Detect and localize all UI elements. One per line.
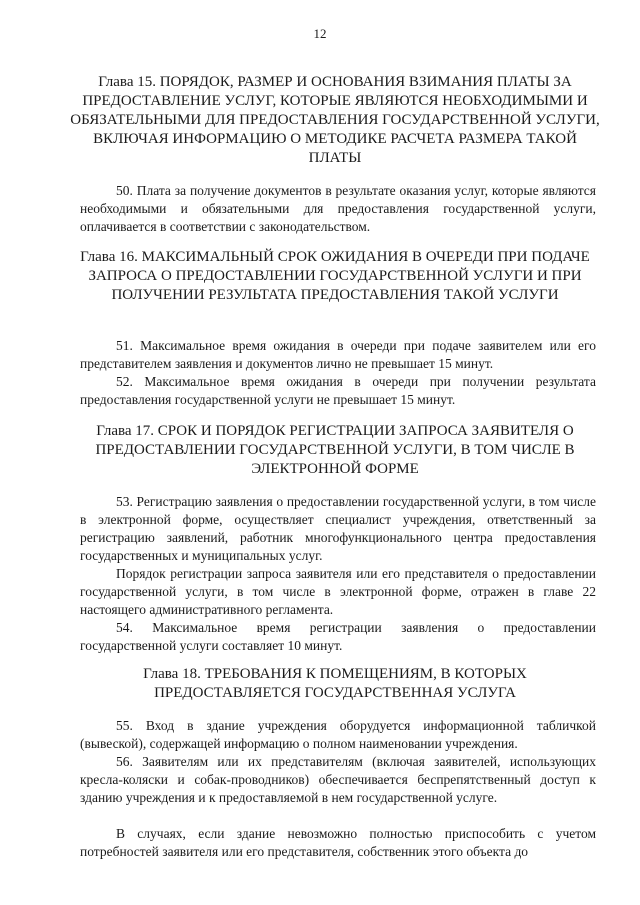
chapter-16-heading: Глава 16. МАКСИМАЛЬНЫЙ СРОК ОЖИДАНИЯ В ОЧЕРЕДИ ПРИ ПОДАЧЕ ЗАПРОСА О ПРЕДОСТАВЛЕНИИ ГОСУДАРСТВЕННОЙ УСЛУГИ И ПРИ ПОЛУЧЕНИИ РЕЗУЛЬТАТА ПРЕДОСТАВЛЕНИЯ ТАКОЙ УСЛУГИ xyxy=(80,249,590,303)
paragraph-56: 56. Заявителям или их представителям (включая заявителей, использующих кресла-коляски и собак-проводников) обеспечивается беспрепятственный доступ к зданию учреждения и к предоставляемой в нем государственной услуге. xyxy=(80,754,596,805)
paragraph-52: 52. Максимальное время ожидания в очереди при получении результата предоставления государственной услуги не превышает 15 минут. xyxy=(80,374,596,407)
accessibility-cases-paragraph: В случаях, если здание невозможно полностью приспособить с учетом потребностей заявителя или его представителя, собственник этого объекта до xyxy=(80,826,596,859)
page-number: 12 xyxy=(313,26,327,41)
chapter-18-heading: Глава 18. ТРЕБОВАНИЯ К ПОМЕЩЕНИЯМ, В КОТОРЫХ ПРЕДОСТАВЛЯЕТСЯ ГОСУДАРСТВЕННАЯ УСЛУГА xyxy=(143,666,527,701)
chapter-17-heading: Глава 17. СРОК И ПОРЯДОК РЕГИСТРАЦИИ ЗАПРОСА ЗАЯВИТЕЛЯ О ПРЕДОСТАВЛЕНИИ ГОСУДАРСТВЕННОЙ УСЛУГИ, В ТОМ ЧИСЛЕ В ЭЛЕКТРОННОЙ ФОРМЕ xyxy=(95,423,575,477)
paragraph-53: 53. Регистрацию заявления о предоставлении государственной услуги, в том числе в электронной форме, осуществляет специалист учреждения, ответственный за регистрацию заявлений, работник многофункционального центра предоставления государственных и муниципальных услуг. xyxy=(80,494,596,563)
paragraph-55: 55. Вход в здание учреждения оборудуется информационной табличкой (вывеской), содержащей информацию о полном наименовании учреждения. xyxy=(80,718,596,751)
registration-procedure-paragraph: Порядок регистрации запроса заявителя или его представителя о предоставлении государственной услуги, в том числе в электронной форме, отражен в главе 22 настоящего административного регламента. xyxy=(80,566,596,617)
paragraph-51: 51. Максимальное время ожидания в очереди при подаче заявителем или его представителем заявления и документов лично не превышает 15 минут. xyxy=(80,338,596,371)
paragraph-50: 50. Плата за получение документов в результате оказания услуг, которые являются необходимыми и обязательными для предоставления государственной услуги, оплачивается в соответствии с законодательством. xyxy=(80,183,596,234)
chapter-15-heading: Глава 15. ПОРЯДОК, РАЗМЕР И ОСНОВАНИЯ ВЗИМАНИЯ ПЛАТЫ ЗА ПРЕДОСТАВЛЕНИЕ УСЛУГ, КОТОРЫЕ ЯВЛЯЮТСЯ НЕОБХОДИМЫМИ И ОБЯЗАТЕЛЬНЫМИ ДЛЯ ПРЕДОСТАВЛЕНИЯ ГОСУДАРСТВЕННОЙ УСЛУГИ, ВКЛЮЧАЯ ИНФОРМАЦИЮ О МЕТОДИКЕ РАСЧЕТА РАЗМЕРА ТАКОЙ ПЛАТЫ xyxy=(70,74,600,166)
paragraph-54: 54. Максимальное время регистрации заявления о предоставлении государственной услуги составляет 10 минут. xyxy=(80,620,596,653)
